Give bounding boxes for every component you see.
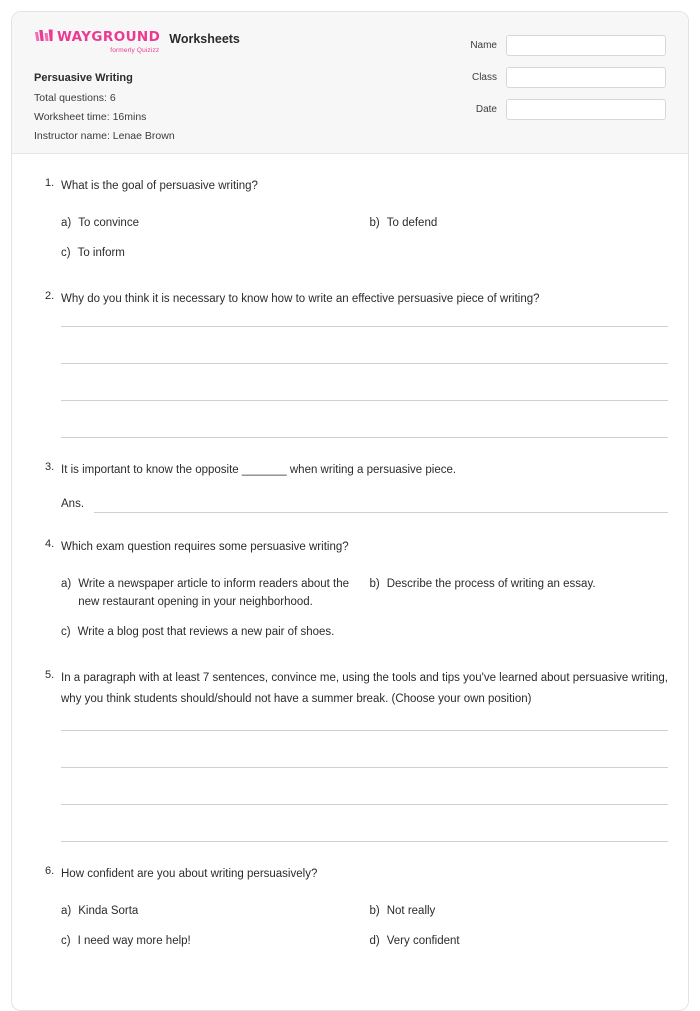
- question-3-answer-row[interactable]: [61, 499, 668, 513]
- option-text: Write a newspaper article to inform readers about the new restaurant opening in your neighborhood.: [78, 578, 350, 608]
- question-4-option-c[interactable]: [61, 618, 360, 648]
- option-key: a): [61, 905, 72, 918]
- option-text: To convince: [78, 217, 139, 230]
- name-field-label: Name: [470, 40, 497, 51]
- brand-row: [34, 29, 240, 54]
- class-input[interactable]: [506, 67, 666, 88]
- option-text: To defend: [386, 217, 438, 230]
- question-3-body: [61, 460, 668, 513]
- question-2-text: Why do you think it is necessary to know how to write an effective persuasive piece of writing?: [61, 292, 540, 305]
- option-text: Write a blog post that reviews a new pair of shoes.: [77, 625, 335, 638]
- student-info-fields: [463, 29, 666, 120]
- option-key: a): [61, 217, 72, 230]
- option-text: To inform: [77, 247, 125, 260]
- option-text: Very confident: [386, 935, 460, 948]
- worksheet-header: [12, 12, 688, 154]
- option-key: c): [61, 625, 71, 638]
- question-2: [32, 289, 668, 438]
- question-1-option-b[interactable]: [370, 209, 669, 239]
- question-4: [32, 537, 668, 648]
- name-input[interactable]: [506, 35, 666, 56]
- question-6-body: [61, 864, 668, 957]
- answer-line: [61, 767, 668, 768]
- question-2-answer-lines[interactable]: [61, 326, 668, 438]
- question-6: [32, 864, 668, 957]
- worksheet-body: [12, 154, 688, 987]
- question-4-body: [61, 537, 668, 648]
- worksheet-page: [11, 11, 689, 1011]
- worksheet-time: Worksheet time: 16mins: [34, 111, 147, 123]
- question-1-options: [61, 209, 668, 269]
- question-2-number: 2.: [45, 289, 55, 302]
- question-4-text: Which exam question requires some persuasive writing?: [61, 540, 349, 553]
- class-field-label: Class: [471, 72, 497, 83]
- question-5-answer-lines[interactable]: [61, 730, 668, 842]
- answer-line: [61, 730, 668, 731]
- option-key: b): [369, 578, 380, 591]
- question-3-text: It is important to know the opposite _______ when writing a persuasive piece.: [61, 464, 457, 477]
- option-text: Describe the process of writing an essay.: [386, 578, 596, 591]
- answer-line: [61, 400, 668, 401]
- answer-line: [61, 437, 668, 438]
- brand-name: WAYGROUND: [57, 28, 161, 45]
- logo-top-row: [34, 29, 160, 46]
- question-4-option-b[interactable]: [370, 570, 669, 600]
- wayground-logo: [34, 29, 160, 54]
- date-field-row: [463, 99, 666, 120]
- header-left-column: [34, 29, 240, 142]
- question-1-option-a[interactable]: [61, 209, 360, 239]
- question-6-option-b[interactable]: [370, 897, 669, 927]
- worksheet-title: Persuasive Writing: [34, 72, 133, 84]
- question-1: [32, 176, 668, 269]
- total-questions: Total questions: 6: [34, 92, 116, 104]
- question-1-body: [61, 176, 668, 269]
- answer-line: [61, 804, 668, 805]
- question-6-number: 6.: [45, 865, 55, 878]
- option-text: Not really: [386, 905, 436, 918]
- brand-tagline: formerly Quizizz: [110, 46, 160, 54]
- date-input[interactable]: [506, 99, 666, 120]
- option-text: I need way more help!: [77, 935, 191, 948]
- answer-line: [94, 512, 668, 513]
- answer-line: [61, 326, 668, 327]
- option-key: b): [369, 217, 380, 230]
- question-1-number: 1.: [45, 177, 55, 189]
- section-label: Worksheets: [169, 31, 240, 46]
- option-text: Kinda Sorta: [78, 905, 139, 918]
- question-6-option-c[interactable]: [61, 927, 360, 957]
- question-3-number: 3.: [45, 461, 55, 474]
- question-1-option-c[interactable]: [61, 239, 360, 269]
- answer-line: [61, 841, 668, 842]
- question-6-option-d[interactable]: [370, 927, 669, 957]
- question-1-text: What is the goal of persuasive writing?: [61, 180, 258, 192]
- question-6-options: [61, 897, 668, 957]
- question-6-text: How confident are you about writing persuasively?: [61, 868, 318, 881]
- option-key: b): [369, 905, 380, 918]
- question-4-option-a[interactable]: [61, 570, 360, 618]
- question-5-text: In a paragraph with at least 7 sentences, convince me, using the tools and tips you've learned about persuasive writing, why you think students should/should not have a summer break. (Choose your own position): [61, 671, 668, 705]
- question-6-option-a[interactable]: [61, 897, 360, 927]
- wayground-logo-icon: [34, 29, 54, 46]
- date-field-label: Date: [475, 104, 497, 115]
- answer-line: [61, 363, 668, 364]
- question-5-body: [61, 668, 668, 843]
- name-field-row: [463, 35, 666, 56]
- option-key: c): [61, 247, 71, 260]
- option-key: c): [61, 935, 71, 948]
- question-2-body: [61, 289, 668, 438]
- question-4-number: 4.: [45, 537, 55, 550]
- question-4-options: [61, 570, 668, 647]
- question-5-number: 5.: [45, 668, 55, 681]
- class-field-row: [463, 67, 666, 88]
- instructor-name: Instructor name: Lenae Brown: [34, 130, 175, 142]
- option-key: d): [369, 935, 380, 948]
- question-5: [32, 668, 668, 843]
- answer-label: Ans.: [61, 498, 85, 511]
- question-3: [32, 460, 668, 513]
- option-key: a): [61, 578, 72, 591]
